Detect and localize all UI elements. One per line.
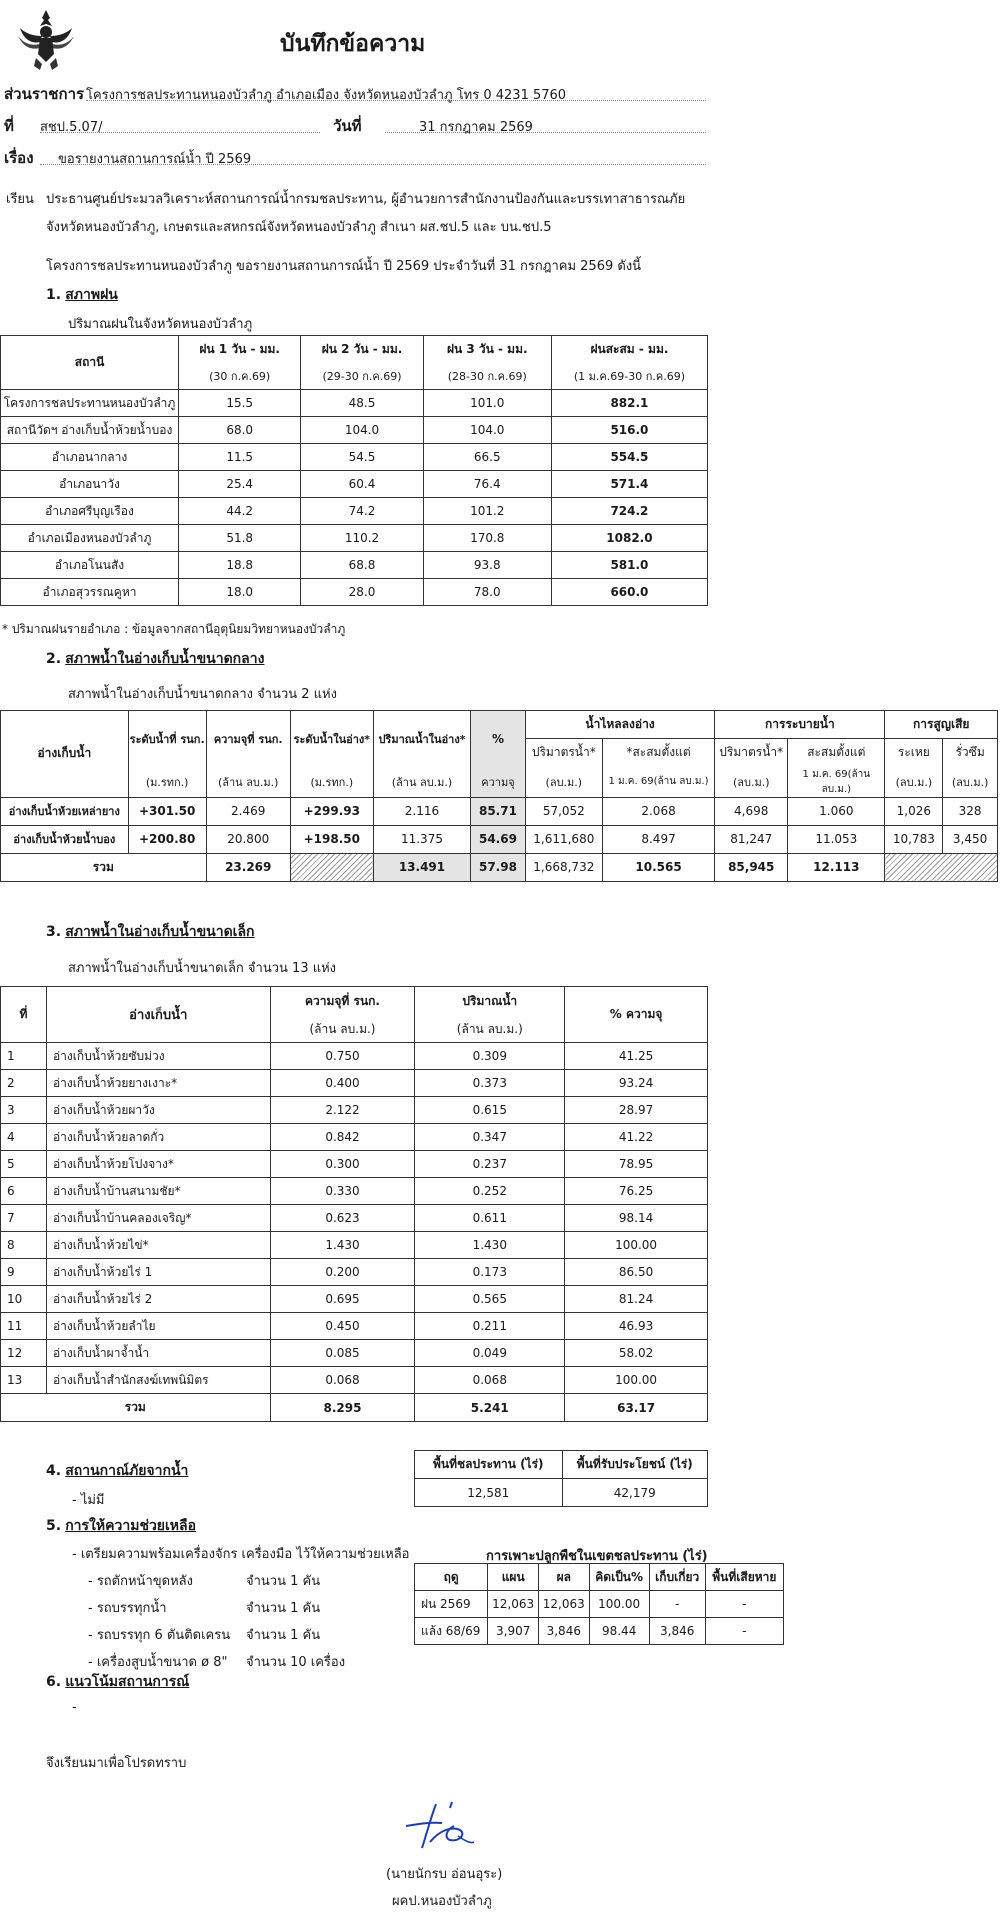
rain-station: อำเภอโนนสัง [1,552,179,579]
rain-h-4: ฝนสะสม - มม. [551,336,707,363]
rain-1d: 25.4 [179,471,301,498]
med-total-cell: 12.113 [788,853,885,881]
table-row [1,1124,708,1151]
med-cell: 11.053 [788,825,885,853]
small-vol: 0.615 [415,1097,565,1124]
section-2-heading [46,648,264,670]
rain-station: อำเภอนาวัง [1,471,179,498]
rain-accum: 581.0 [551,552,707,579]
med-cell: 54.69 [471,825,526,853]
section-6-title: แนวโน้มสถานการณ์ [65,1674,190,1690]
rain-sh-4: (1 ม.ค.69-30 ก.ค.69) [551,363,707,390]
small-cap: 1.430 [270,1232,415,1259]
table-row [1,471,708,498]
section-3-title: สภาพน้ำในอ่างเก็บน้ำขนาดเล็ก [65,924,255,940]
small-total-label: รวม [1,1394,271,1422]
small-vol: 0.049 [415,1340,565,1367]
crop-h-pct: คิดเป็น% [589,1564,649,1591]
small-name: อ่างเก็บน้ำห้วยผาวัง [46,1097,270,1124]
section-1-num: 1. [46,287,62,303]
rain-station: อำเภอนากลาง [1,444,179,471]
med-cell: +200.80 [128,825,206,853]
medium-reservoir-table [0,710,998,882]
rain-2d: 110.2 [301,525,423,552]
rain-3d: 101.2 [423,498,551,525]
small-no: 7 [1,1205,47,1232]
small-pct: 41.25 [565,1043,708,1070]
small-name: อ่างเก็บน้ำสำนักสงฆ์เทพนิมิตร [46,1367,270,1394]
med-cell: +301.50 [128,797,206,825]
small-vol: 0.068 [415,1367,565,1394]
med-h-capacity: ความจุที่ รนก. [206,711,290,767]
small-name: อ่างเก็บน้ำห้วยซับม่วง [46,1043,270,1070]
small-name: อ่างเก็บน้ำบ้านสนามชัย* [46,1178,270,1205]
crop-plan: 3,907 [488,1618,539,1645]
small-pct: 86.50 [565,1259,708,1286]
med-total-label: รวม [1,853,207,881]
crop-harvest: - [649,1591,705,1618]
equipment-qty: จำนวน 10 เครื่อง [246,1655,346,1670]
med-h-accum: *สะสมตั้งแต่ [602,739,714,767]
section-5-title: การให้ความช่วยเหลือ [65,1518,197,1534]
rain-3d: 78.0 [423,579,551,606]
med-cell: 2.116 [373,797,470,825]
section-2-num: 2. [46,651,62,667]
section-2-title: สภาพน้ำในอ่างเก็บน้ำขนาดกลาง [65,651,265,667]
table-row [1,417,708,444]
med-total-cell: 10.565 [602,853,714,881]
table-row [1,390,708,417]
table-row [1,1286,708,1313]
med-cell: 8.497 [602,825,714,853]
small-pct: 76.25 [565,1178,708,1205]
unit-label: ความจุ [471,767,526,798]
med-h-evap: ระเหย [885,739,943,767]
unit-label: (ลบ.ม.) [885,767,943,798]
unit-label: (ลบ.ม.) [715,767,788,798]
area-h-benefit: พื้นที่รับประโยชน์ (ไร่) [562,1451,707,1479]
med-cell: 57,052 [525,797,602,825]
small-vol: 0.347 [415,1124,565,1151]
med-h-volume: ปริมาณน้ำในอ่าง* [373,711,470,767]
table-row [1,444,708,471]
rain-accum: 724.2 [551,498,707,525]
small-no: 11 [1,1313,47,1340]
rain-station: โครงการชลประทานหนองบัวลำภู [1,390,179,417]
table-row [1,1070,708,1097]
area-h-irrigated: พื้นที่ชลประทาน (ไร่) [415,1451,563,1479]
s6-item: - [72,1700,77,1715]
small-h-volume: ปริมาณน้ำ [415,987,565,1017]
subject-label: เรื่อง [4,149,34,167]
med-cell: 20.800 [206,825,290,853]
rain-h-station: สถานี [1,336,179,390]
small-pct: 58.02 [565,1340,708,1367]
table-row [1,1097,708,1124]
small-vol: 0.173 [415,1259,565,1286]
table-row [1,1178,708,1205]
table-row [1,498,708,525]
s4-item: - ไม่มี [72,1493,105,1508]
med-name: อ่างเก็บน้ำห้วยเหล่ายาง [1,797,129,825]
rain-station: สถานีวัดฯ อ่างเก็บน้ำห้วยน้ำบอง [1,417,179,444]
to-label: เรียน [6,192,34,207]
rain-h-1: ฝน 1 วัน - มม. [179,336,301,363]
small-no: 8 [1,1232,47,1259]
rain-2d: 28.0 [301,579,423,606]
small-name: อ่างเก็บน้ำห้วยโปงจาง* [46,1151,270,1178]
rain-2d: 68.8 [301,552,423,579]
rain-1d: 44.2 [179,498,301,525]
table-row [1,1367,708,1394]
small-cap: 0.068 [270,1367,415,1394]
small-cap: 0.750 [270,1043,415,1070]
equipment-item: - เครื่องสูบน้ำขนาด ø 8" [88,1655,228,1670]
med-cell: 1.060 [788,797,885,825]
small-no: 1 [1,1043,47,1070]
rain-caption: ปริมาณฝนในจังหวัดหนองบัวลำภู [68,317,253,332]
signer-name: (นายนักรบ อ่อนอุระ) [386,1867,503,1882]
unit-label: (ลบ.ม.) [525,767,602,798]
rain-2d: 74.2 [301,498,423,525]
med-total-cell: 1,668,732 [525,853,602,881]
small-name: อ่างเก็บน้ำบ้านคลองเจริญ* [46,1205,270,1232]
small-pct: 41.22 [565,1124,708,1151]
date-label: วันที่ [333,117,362,135]
crop-pct: 98.44 [589,1618,649,1645]
section-5-num: 5. [46,1518,62,1534]
med-cell: 3,450 [943,825,998,853]
equipment-item: - รถบรรทุก 6 ตันติดเครน [88,1628,231,1643]
small-reservoir-table [0,986,708,1422]
rain-accum: 516.0 [551,417,707,444]
crop-season: แล้ง 68/69 [415,1618,488,1645]
med-h-level-rnk: ระดับน้ำที่ รนก. [128,711,206,767]
rain-accum: 554.5 [551,444,707,471]
med-name: อ่างเก็บน้ำห้วยน้ำบอง [1,825,129,853]
small-vol: 0.309 [415,1043,565,1070]
small-cap: 0.842 [270,1124,415,1151]
med-cell: +299.93 [290,797,373,825]
med-h-seep: รั่วซึม [943,739,998,767]
small-h-capacity: ความจุที่ รนก. [270,987,415,1017]
small-cap: 0.450 [270,1313,415,1340]
med-cell: 11.375 [373,825,470,853]
small-h-no: ที่ [1,987,47,1043]
small-total-pct: 63.17 [565,1394,708,1422]
doc-no-label: ที่ [4,117,14,135]
crop-result: 12,063 [538,1591,589,1618]
rain-1d: 15.5 [179,390,301,417]
small-pct: 78.95 [565,1151,708,1178]
signer-position: ผคป.หนองบัวลำภู [392,1894,492,1909]
signature-image [400,1796,480,1856]
equipment-item: - รถตักหน้าขุดหลัง [88,1574,193,1589]
subject-value: ขอรายงานสถานการณ์น้ำ ปี 2569 [40,148,706,165]
date-value: 31 กรกฎาคม 2569 [385,116,706,133]
table-row [415,1591,784,1618]
med-total-cell: 57.98 [471,853,526,881]
section-6-heading [46,1671,189,1693]
crop-h-plan: แผน [488,1564,539,1591]
med-cell: 10,783 [885,825,943,853]
table-row [1,1232,708,1259]
table-row [1,1205,708,1232]
table-row [1,825,998,853]
small-vol: 0.611 [415,1205,565,1232]
med-total-cell: 23.269 [206,853,290,881]
table-row [1,579,708,606]
dept-label: ส่วนราชการ [4,85,85,103]
unit-label: (ล้าน ลบ.ม.) [373,767,470,798]
small-cap: 0.623 [270,1205,415,1232]
rain-3d: 76.4 [423,471,551,498]
small-total-cap: 8.295 [270,1394,415,1422]
small-name: อ่างเก็บน้ำห้วยยางเงาะ* [46,1070,270,1097]
med-h-release: การระบายน้ำ [715,711,885,739]
small-no: 6 [1,1178,47,1205]
rain-2d: 104.0 [301,417,423,444]
small-vol: 0.237 [415,1151,565,1178]
unit-label: 1 ม.ค. 69(ล้าน ลบ.ม.) [788,767,885,798]
med-cell: +198.50 [290,825,373,853]
doc-no-value: สชป.5.07/ [40,116,320,133]
small-no: 5 [1,1151,47,1178]
med-h-inflow: น้ำไหลลงอ่าง [525,711,714,739]
rain-accum: 1082.0 [551,525,707,552]
section-3-num: 3. [46,924,62,940]
equipment-item: - รถบรรทุกน้ำ [88,1601,167,1616]
crop-h-damaged: พื้นที่เสียหาย [705,1564,783,1591]
section-4-num: 4. [46,1463,62,1479]
to-line-1: ประธานศูนย์ประมวลวิเคราะห์สถานการณ์น้ำกรมชลประทาน, ผู้อำนวยการสำนักงานป้องกันและบรรเทาสาธารณภัย [46,192,686,207]
small-no: 4 [1,1124,47,1151]
section-5-heading [46,1515,196,1537]
rainfall-table [0,335,708,606]
crop-result: 3,846 [538,1618,589,1645]
small-name: อ่างเก็บน้ำห้วยลาดกั่ว [46,1124,270,1151]
small-no: 9 [1,1259,47,1286]
s5-prep-line: - เตรียมความพร้อมเครื่องจักร เครื่องมือ ไว้ให้ความช่วยเหลือ [72,1547,410,1562]
table-row [1,1151,708,1178]
small-pct: 46.93 [565,1313,708,1340]
med-h-accum2: สะสมตั้งแต่ [788,739,885,767]
small-pct: 100.00 [565,1367,708,1394]
med-cell: 1,611,680 [525,825,602,853]
section-3-heading [46,921,255,943]
crop-pct: 100.00 [589,1591,649,1618]
rain-accum: 882.1 [551,390,707,417]
small-total-vol: 5.241 [415,1394,565,1422]
unit-label: (ม.รทก.) [128,767,206,798]
med-cell: 85.71 [471,797,526,825]
rain-1d: 51.8 [179,525,301,552]
hatch-cell [290,853,373,881]
crop-table [414,1563,784,1645]
section-4-heading [46,1460,188,1482]
rain-sh-1: (30 ก.ค.69) [179,363,301,390]
rain-station: อำเภอสุวรรณคูหา [1,579,179,606]
small-vol: 0.373 [415,1070,565,1097]
table-total-row [1,1394,708,1422]
section-1-heading [46,284,118,306]
intro-text: โครงการชลประทานหนองบัวลำภู ขอรายงานสถานการณ์น้ำ ปี 2569 ประจำวันที่ 31 กรกฎาคม 2569 ดังนี้ [46,259,642,274]
med-cell: 328 [943,797,998,825]
crop-damaged: - [705,1591,783,1618]
med-h-loss: การสูญเสีย [885,711,998,739]
small-name: อ่างเก็บน้ำห้วยลำไย [46,1313,270,1340]
rain-sh-3: (28-30 ก.ค.69) [423,363,551,390]
unit-label: (ม.รทก.) [290,767,373,798]
rain-1d: 18.8 [179,552,301,579]
crop-harvest: 3,846 [649,1618,705,1645]
small-cap: 2.122 [270,1097,415,1124]
small-pct: 93.24 [565,1070,708,1097]
small-name: อ่างเก็บน้ำผาจ้ำน้ำ [46,1340,270,1367]
section-6-num: 6. [46,1674,62,1690]
med-total-cell: 85,945 [715,853,788,881]
small-cap: 0.085 [270,1340,415,1367]
med-h-reservoir: อ่างเก็บน้ำ [1,711,129,798]
small-cap: 0.200 [270,1259,415,1286]
med-total-cell: 13.491 [373,853,470,881]
small-no: 3 [1,1097,47,1124]
unit-label: (ล้าน ลบ.ม.) [415,1017,565,1043]
memo-title: บันทึกข้อความ [280,30,426,57]
small-name: อ่างเก็บน้ำห้วยไข่* [46,1232,270,1259]
small-name: อ่างเก็บน้ำห้วยไร่ 2 [46,1286,270,1313]
area-benefit-value: 42,179 [562,1479,707,1507]
small-h-pct: % ความจุ [565,987,708,1043]
crop-h-result: ผล [538,1564,589,1591]
area-irrigated-value: 12,581 [415,1479,563,1507]
to-line-2: จังหวัดหนองบัวลำภู, เกษตรและสหกรณ์จังหวัดหนองบัวลำภู สำเนา ผส.ชป.5 และ บน.ชป.5 [46,220,552,235]
table-row [1,1043,708,1070]
rain-h-3: ฝน 3 วัน - มม. [423,336,551,363]
equipment-qty: จำนวน 1 คัน [246,1601,321,1616]
table-row [1,552,708,579]
rain-sh-2: (29-30 ก.ค.69) [301,363,423,390]
rain-3d: 104.0 [423,417,551,444]
table-row [415,1618,784,1645]
small-pct: 100.00 [565,1232,708,1259]
small-no: 2 [1,1070,47,1097]
small-name: อ่างเก็บน้ำห้วยไร่ 1 [46,1259,270,1286]
small-vol: 0.211 [415,1313,565,1340]
small-cap: 0.400 [270,1070,415,1097]
med-cell: 1,026 [885,797,943,825]
crop-season: ฝน 2569 [415,1591,488,1618]
rain-accum: 660.0 [551,579,707,606]
small-pct: 28.97 [565,1097,708,1124]
crop-damaged: - [705,1618,783,1645]
unit-label: (ลบ.ม.) [943,767,998,798]
equipment-qty: จำนวน 1 คัน [246,1574,321,1589]
table-row [1,1313,708,1340]
small-vol: 0.252 [415,1178,565,1205]
rain-2d: 48.5 [301,390,423,417]
rain-1d: 11.5 [179,444,301,471]
small-pct: 98.14 [565,1205,708,1232]
closing-text: จึงเรียนมาเพื่อโปรดทราบ [46,1756,187,1771]
medium-caption: สภาพน้ำในอ่างเก็บน้ำขนาดกลาง จำนวน 2 แห่ง [68,687,337,702]
rain-3d: 170.8 [423,525,551,552]
rain-h-2: ฝน 2 วัน - มม. [301,336,423,363]
small-caption: สภาพน้ำในอ่างเก็บน้ำขนาดเล็ก จำนวน 13 แห่ง [68,961,337,976]
small-pct: 81.24 [565,1286,708,1313]
unit-label: 1 ม.ค. 69(ล้าน ลบ.ม.) [602,767,714,798]
rain-3d: 93.8 [423,552,551,579]
table-row [1,797,998,825]
small-cap: 0.695 [270,1286,415,1313]
crop-h-season: ฤดู [415,1564,488,1591]
crop-table-title: การเพาะปลูกพืชในเขตชลประทาน (ไร่) [486,1549,708,1564]
rain-accum: 571.4 [551,471,707,498]
med-h-amount2: ปริมาตรน้ำ* [715,739,788,767]
crop-h-harvest: เก็บเกี่ยว [649,1564,705,1591]
small-no: 13 [1,1367,47,1394]
table-row [1,525,708,552]
irrigation-area-table [414,1450,708,1507]
small-h-reservoir: อ่างเก็บน้ำ [46,987,270,1043]
crop-plan: 12,063 [488,1591,539,1618]
med-h-level-now: ระดับน้ำในอ่าง* [290,711,373,767]
small-cap: 0.300 [270,1151,415,1178]
section-1-title: สภาพฝน [65,287,118,303]
med-cell: 2.469 [206,797,290,825]
med-h-pct: % [471,711,526,767]
section-4-title: สถานกาณ์ภัยจากน้ำ [65,1463,189,1479]
small-no: 12 [1,1340,47,1367]
rain-3d: 66.5 [423,444,551,471]
med-cell: 4,698 [715,797,788,825]
garuda-emblem-icon [14,6,78,72]
table-total-row [1,853,998,881]
table-row [1,1340,708,1367]
rain-station: อำเภอเมืองหนองบัวลำภู [1,525,179,552]
unit-label: (ล้าน ลบ.ม.) [270,1017,415,1043]
dept-value: โครงการชลประทานหนองบัวลำภู อำเภอเมือง จังหวัดหนองบัวลำภู โทร 0 4231 5760 [86,84,706,101]
equipment-qty: จำนวน 1 คัน [246,1628,321,1643]
small-cap: 0.330 [270,1178,415,1205]
rain-2d: 54.5 [301,444,423,471]
rain-1d: 68.0 [179,417,301,444]
med-cell: 81,247 [715,825,788,853]
hatch-cell [885,853,998,881]
table-row [1,1259,708,1286]
small-no: 10 [1,1286,47,1313]
unit-label: (ล้าน ลบ.ม.) [206,767,290,798]
rain-station: อำเภอศรีบุญเรือง [1,498,179,525]
small-vol: 0.565 [415,1286,565,1313]
small-vol: 1.430 [415,1232,565,1259]
rain-note: * ปริมาณฝนรายอำเภอ : ข้อมูลจากสถานีอุตุนิยมวิทยาหนองบัวลำภู [2,622,346,636]
med-cell: 2.068 [602,797,714,825]
med-h-amount: ปริมาตรน้ำ* [525,739,602,767]
rain-1d: 18.0 [179,579,301,606]
rain-2d: 60.4 [301,471,423,498]
rain-3d: 101.0 [423,390,551,417]
